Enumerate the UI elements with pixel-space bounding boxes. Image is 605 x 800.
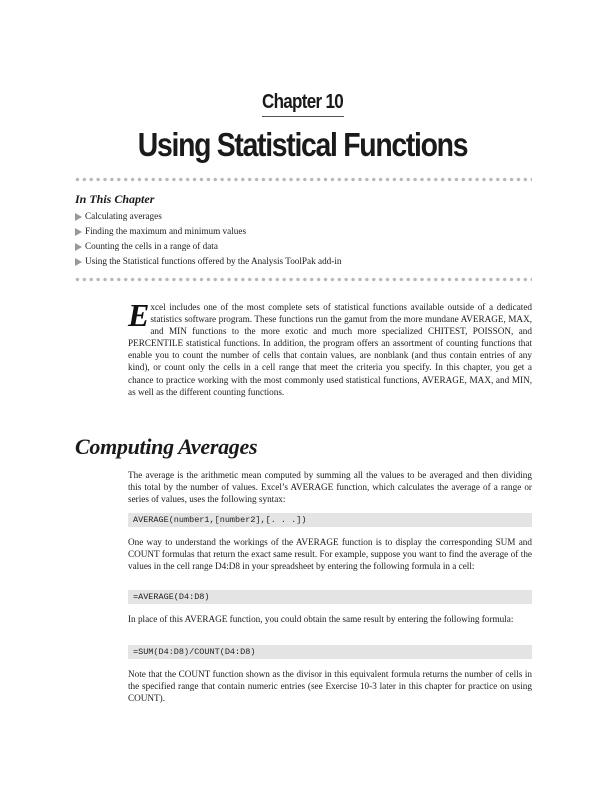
- triangle-bullet-icon: [75, 228, 82, 236]
- dotted-divider-bottom: [74, 277, 532, 282]
- list-item: [75, 239, 342, 254]
- triangle-bullet-icon: [75, 258, 82, 266]
- dotted-divider-top: [74, 177, 532, 182]
- list-item-text: Calculating averages: [85, 211, 162, 221]
- triangle-bullet-icon: [75, 213, 82, 221]
- list-item-text: Finding the maximum and minimum values: [85, 226, 247, 236]
- drop-cap: E: [128, 297, 150, 333]
- list-item-text: Counting the cells in a range of data: [85, 241, 218, 251]
- body-paragraph-2: One way to understand the workings of the AVERAGE function is to display the corresponding SUM and COUNT formulas that return the exact same result. For example, suppose you want to find the average of the values in the cell range D4:D8 in your spreadsheet by entering the following formula in a cell:: [128, 537, 532, 571]
- section-heading: Computing Averages: [75, 434, 258, 459]
- intro-paragraph: [128, 297, 532, 398]
- intro-text: xcel includes one of the most complete sets of statistical functions available outside of a dedicated statistics software program. These functions run the gamut from the more mundane AVERAGE, MAX, and MIN functions to the more exotic and much more specialized CHITEST, POISSON, and PERCENTILE statistical functions. In addition, the program offers an assortment of counting functions that enable you to count the number of cells that contain values, are nonblank (and thus contain entries of any kind), or count only the cells in a cell range that meet the criteria you specify. In this chapter, you get a chance to practice working with the most commonly used statistical functions, AVERAGE, MAX, and MIN, as well as the different counting functions.: [128, 302, 532, 397]
- code-block-average: =AVERAGE(D4:D8): [128, 590, 532, 604]
- chapter-label: Chapter 10: [261, 91, 344, 113]
- body-paragraph-3: In place of this AVERAGE function, you could obtain the same result by entering the following formula:: [128, 614, 514, 624]
- code-block-sum-count: =SUM(D4:D8)/COUNT(D4:D8): [128, 645, 532, 659]
- chapter-label-underline: [262, 116, 344, 117]
- code-block-syntax: AVERAGE(number1,[number2],[. . .]): [128, 513, 532, 527]
- list-item: [75, 224, 342, 239]
- list-item: [75, 254, 342, 269]
- in-this-chapter-list: [75, 209, 342, 269]
- list-item-text: Using the Statistical functions offered by the Analysis ToolPak add-in: [85, 256, 342, 266]
- triangle-bullet-icon: [75, 243, 82, 251]
- body-paragraph-1: The average is the arithmetic mean computed by summing all the values to be averaged and then dividing this total by the number of values. Excel’s AVERAGE function, which calculates the average of a range or series of values, uses the following syntax:: [128, 470, 532, 504]
- body-paragraph-4: Note that the COUNT function shown as the divisor in this equivalent formula returns the number of cells in the specified range that contain numeric entries (see Exercise 10-3 later in this chapter for practice on using COUNT).: [128, 669, 532, 703]
- chapter-title: Using Statistical Functions: [137, 126, 468, 163]
- list-item: [75, 209, 342, 224]
- in-this-chapter-heading: In This Chapter: [75, 192, 155, 206]
